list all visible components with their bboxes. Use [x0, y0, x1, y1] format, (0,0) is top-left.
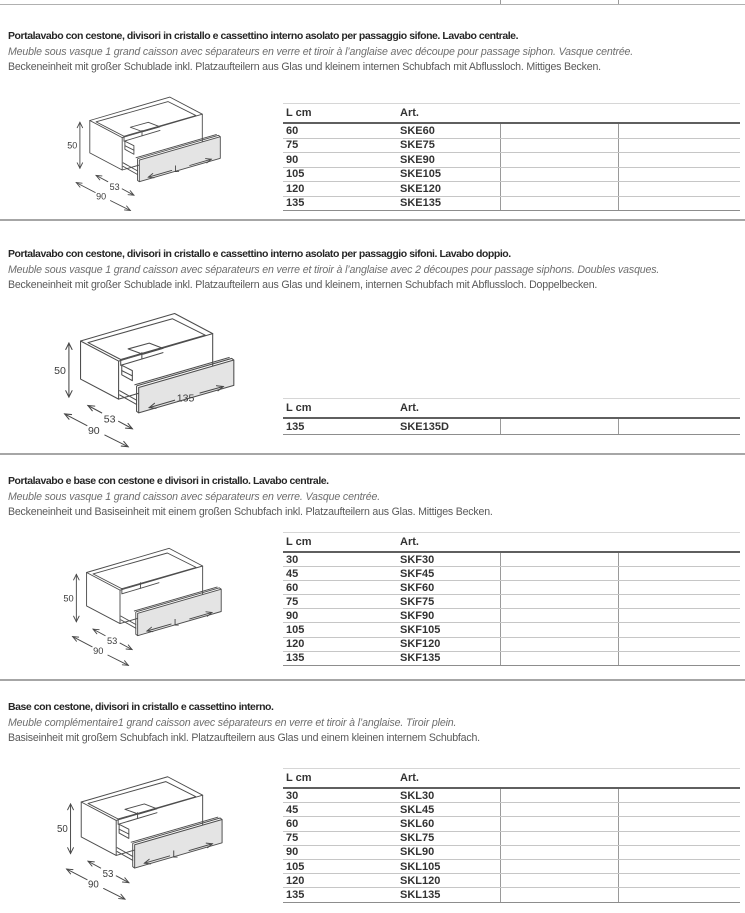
article-table	[283, 103, 740, 211]
cell-empty	[618, 139, 740, 153]
table-row	[283, 153, 740, 168]
cell-empty	[500, 153, 618, 167]
cell-empty	[618, 803, 740, 816]
table-body	[283, 553, 740, 666]
table-row	[283, 832, 740, 846]
column-header-l-cm: L cm	[286, 402, 312, 414]
cell-empty	[618, 168, 740, 182]
table-header	[283, 532, 740, 553]
cell-length: 135	[286, 888, 305, 901]
cell-length: 75	[286, 595, 299, 608]
cell-empty	[618, 638, 740, 651]
cell-article: SKF45	[400, 567, 435, 580]
cell-length: 60	[286, 124, 299, 137]
dim-depth-label: 53	[107, 636, 118, 646]
cell-empty	[500, 609, 618, 622]
cell-empty	[618, 846, 740, 859]
previous-table-bottom-rule	[0, 4, 745, 5]
cell-article: SKE90	[400, 153, 435, 166]
cell-article: SKL135	[400, 888, 441, 901]
dim-width-label: 90	[88, 879, 99, 891]
cell-empty	[500, 832, 618, 845]
column-header-empty	[500, 399, 618, 414]
column-header-art: Art.	[400, 772, 419, 784]
column-header-l-cm: L cm	[286, 772, 312, 784]
cell-empty	[618, 860, 740, 873]
dim-height-label: 50	[67, 140, 78, 151]
section-divider	[0, 679, 745, 681]
dim-front-label: 135	[176, 392, 195, 405]
section-desc-french: Meuble sous vasque 1 grand caisson avec séparateurs en verre et tiroir à l’anglaise avec 2 découpes pour passage siphons. Doubles vasques.	[8, 263, 660, 276]
article-table	[283, 532, 740, 666]
cell-empty	[618, 789, 740, 802]
table-header	[283, 398, 740, 419]
dim-depth-label: 53	[102, 868, 114, 880]
cell-empty	[500, 124, 618, 138]
table-row	[283, 581, 740, 595]
cell-empty	[500, 846, 618, 859]
column-header-empty	[618, 533, 740, 548]
table-body	[283, 419, 740, 435]
section-divider	[0, 453, 745, 455]
section-desc-french: Meuble sous vasque 1 grand caisson avec séparateurs en verre et tiroir à l’anglaise avec découpe pour passage siphon. Vasque centrée.	[8, 45, 634, 58]
cell-article: SKL60	[400, 817, 435, 830]
section-desc-german: Beckeneinheit mit großer Schublade inkl. Platzaufteilern aus Glas und kleinem, internen Schubfach mit Abflussloch. Doppelbecken.	[8, 279, 598, 292]
cell-empty	[618, 419, 740, 434]
cell-article: SKF90	[400, 609, 435, 622]
table-row	[283, 419, 740, 435]
dim-front-label: L	[173, 617, 180, 628]
table-body	[283, 124, 740, 211]
section-title-italian: Base con cestone, divisori in cristallo e cassettino interno.	[8, 701, 274, 713]
table-row	[283, 124, 740, 139]
cell-article: SKL45	[400, 803, 435, 816]
cell-empty	[618, 153, 740, 167]
cell-article: SKE135	[400, 197, 441, 210]
cell-empty	[500, 638, 618, 651]
table-row	[283, 860, 740, 874]
column-header-empty	[500, 533, 618, 548]
cell-empty	[618, 888, 740, 901]
cell-length: 120	[286, 874, 305, 887]
article-table	[283, 768, 740, 903]
cell-length: 135	[286, 420, 305, 433]
cell-empty	[500, 139, 618, 153]
cell-length: 45	[286, 803, 299, 816]
cabinet-isometric-drawing	[50, 768, 264, 904]
section-title-italian: Portalavabo con cestone, divisori in cristallo e cassettino interno asolato per passaggio sifoni. Lavabo doppio.	[8, 248, 511, 260]
column-header-l-cm: L cm	[286, 536, 312, 548]
dim-depth-label: 53	[109, 181, 120, 192]
cell-empty	[500, 817, 618, 830]
cell-empty	[618, 874, 740, 887]
column-header-art: Art.	[400, 107, 419, 119]
column-header-empty	[618, 399, 740, 414]
dim-height-label: 50	[56, 824, 68, 836]
section-4-description	[8, 700, 739, 747]
section-title-italian: Portalavabo con cestone, divisori in cristallo e cassettino interno asolato per passaggio sifone. Lavabo centrale.	[8, 30, 519, 42]
cell-length: 45	[286, 567, 299, 580]
cell-empty	[500, 874, 618, 887]
cell-article: SKE120	[400, 182, 441, 195]
table-row	[283, 139, 740, 154]
cell-length: 105	[286, 860, 305, 873]
cabinet-isometric-drawing	[58, 89, 262, 215]
dim-front-label: L	[172, 849, 178, 861]
cell-empty	[618, 124, 740, 138]
cell-article: SKL105	[400, 860, 441, 873]
cell-empty	[500, 595, 618, 608]
cell-empty	[618, 609, 740, 622]
cell-empty	[500, 168, 618, 182]
section-1-description	[8, 29, 739, 76]
cell-empty	[500, 567, 618, 580]
cell-empty	[500, 789, 618, 802]
cell-length: 120	[286, 182, 305, 195]
cell-article: SKF135	[400, 652, 441, 665]
table-row	[283, 623, 740, 637]
cell-empty	[500, 860, 618, 873]
cabinet-isometric-drawing	[48, 304, 278, 452]
column-header-art: Art.	[400, 402, 419, 414]
cell-article: SKE105	[400, 168, 441, 181]
cell-empty	[618, 832, 740, 845]
table-row	[283, 846, 740, 860]
cell-empty	[618, 182, 740, 196]
dim-front-label: L	[174, 163, 180, 174]
cell-empty	[618, 567, 740, 580]
cell-length: 90	[286, 609, 299, 622]
dim-width-label: 90	[96, 191, 107, 202]
cell-empty	[500, 652, 618, 665]
section-title-italian: Portalavabo e base con cestone e divisori in cristallo. Lavabo centrale.	[8, 475, 329, 487]
cell-length: 60	[286, 817, 299, 830]
cell-article: SKF105	[400, 624, 441, 637]
article-table	[283, 398, 740, 435]
table-row	[283, 874, 740, 888]
table-row	[283, 567, 740, 581]
cell-article: SKF120	[400, 638, 441, 651]
table-row	[283, 652, 740, 666]
table-row	[283, 168, 740, 183]
cell-article: SKL120	[400, 874, 441, 887]
cell-length: 135	[286, 652, 305, 665]
table-header	[283, 768, 740, 789]
table-header	[283, 103, 740, 124]
cell-length: 75	[286, 139, 299, 152]
column-header-empty	[500, 769, 618, 784]
cell-article: SKE135D	[400, 420, 449, 433]
section-2-description	[8, 247, 739, 294]
cell-empty	[500, 803, 618, 816]
section-desc-german: Beckeneinheit mit großer Schublade inkl. Platzaufteilern aus Glas und kleinem internen Schubfach mit Abflussloch. Mittiges Becken.	[8, 61, 601, 74]
cell-article: SKL75	[400, 832, 435, 845]
column-header-art: Art.	[400, 536, 419, 548]
table-row	[283, 182, 740, 197]
cell-length: 75	[286, 832, 299, 845]
cell-length: 30	[286, 553, 299, 566]
cell-empty	[500, 419, 618, 434]
table-row	[283, 638, 740, 652]
column-header-empty	[618, 104, 740, 119]
cell-length: 90	[286, 846, 299, 859]
previous-table-divider	[618, 0, 619, 4]
cell-article: SKF60	[400, 581, 435, 594]
cell-empty	[618, 652, 740, 665]
cell-empty	[500, 182, 618, 196]
cell-length: 120	[286, 638, 305, 651]
cell-empty	[500, 888, 618, 901]
cell-article: SKF30	[400, 553, 435, 566]
table-row	[283, 197, 740, 212]
dim-height-label: 50	[63, 593, 74, 604]
cell-length: 30	[286, 789, 299, 802]
cell-empty	[618, 623, 740, 636]
previous-table-divider	[500, 0, 501, 4]
column-header-l-cm: L cm	[286, 107, 312, 119]
table-body	[283, 789, 740, 903]
cell-article: SKL90	[400, 846, 435, 859]
dim-width-label: 90	[87, 425, 100, 438]
section-desc-german: Basiseinheit mit großem Schubfach inkl. Platzaufteilern aus Glas und einem kleinen internem Schubfach.	[8, 732, 480, 745]
cell-empty	[618, 197, 740, 211]
column-header-empty	[500, 104, 618, 119]
table-row	[283, 817, 740, 831]
section-3-description	[8, 474, 739, 521]
cell-empty	[618, 553, 740, 566]
cell-empty	[500, 197, 618, 211]
table-row	[283, 553, 740, 567]
cell-length: 105	[286, 624, 305, 637]
column-header-empty	[618, 769, 740, 784]
cell-empty	[500, 623, 618, 636]
cell-empty	[500, 553, 618, 566]
cabinet-isometric-drawing	[54, 540, 264, 670]
table-row	[283, 789, 740, 803]
cell-article: SKF75	[400, 595, 435, 608]
section-desc-german: Beckeneinheit und Basiseinheit mit einem großen Schubfach inkl. Platzaufteilern aus Glas. Mittiges Becken.	[8, 506, 493, 519]
cell-length: 135	[286, 197, 305, 210]
section-desc-french: Meuble complémentaire1 grand caisson avec séparateurs en verre et tiroir à l’anglaise. Tiroir plein.	[8, 716, 457, 729]
table-row	[283, 609, 740, 623]
cell-article: SKL30	[400, 789, 435, 802]
cell-length: 90	[286, 153, 299, 166]
cell-empty	[618, 817, 740, 830]
dim-height-label: 50	[54, 364, 66, 377]
cell-length: 105	[286, 168, 305, 181]
section-desc-french: Meuble sous vasque 1 grand caisson avec séparateurs en verre. Vasque centrée.	[8, 490, 381, 503]
cell-length: 60	[286, 581, 299, 594]
cell-article: SKE75	[400, 139, 435, 152]
table-row	[283, 595, 740, 609]
cell-empty	[618, 595, 740, 608]
section-divider	[0, 219, 745, 221]
table-row	[283, 888, 740, 902]
cell-empty	[500, 581, 618, 594]
dim-depth-label: 53	[103, 413, 116, 426]
table-row	[283, 803, 740, 817]
cell-article: SKE60	[400, 124, 435, 137]
dim-width-label: 90	[93, 646, 104, 657]
cell-empty	[618, 581, 740, 594]
